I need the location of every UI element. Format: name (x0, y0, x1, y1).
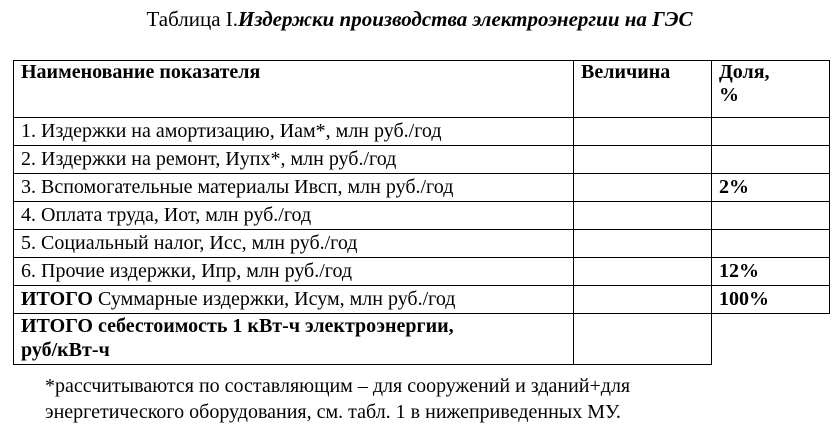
sum-row-value (574, 286, 712, 314)
cost-table (13, 60, 830, 365)
total-cost-value (574, 314, 712, 365)
total-cost-label (14, 314, 574, 365)
row-value (574, 202, 712, 230)
row-name: 5. Социальный налог, Исс, млн руб./год (14, 230, 574, 258)
table-header-row (14, 61, 830, 118)
row-value (574, 258, 712, 286)
table-row (14, 118, 830, 146)
row-name: 1. Издержки на амортизацию, Иам*, млн руб./год (14, 118, 574, 146)
row-name: 4. Оплата труда, Иот, млн руб./год (14, 202, 574, 230)
total-cost-row (14, 314, 830, 365)
row-share (712, 118, 830, 146)
sum-row-text: Суммарные издержки, Исум, млн руб./год (92, 288, 456, 310)
row-name: 2. Издержки на ремонт, Иупх*, млн руб./год (14, 146, 574, 174)
row-share: 12% (712, 258, 830, 286)
sum-row-label: ИТОГО (21, 288, 93, 310)
total-cost-line2: руб/кВт-ч (21, 339, 110, 361)
header-value: Величина (574, 61, 712, 118)
header-share-line1: Доля, (719, 61, 770, 83)
header-share-line2: % (719, 84, 739, 106)
table-row (14, 174, 830, 202)
caption-prefix: Таблица I. (146, 7, 239, 31)
header-name: Наименование показателя (14, 61, 574, 118)
table-caption (0, 6, 839, 32)
total-cost-line1: ИТОГО себестоимость 1 кВт-ч электроэнергии, (21, 315, 454, 337)
row-value (574, 230, 712, 258)
row-share: 2% (712, 174, 830, 202)
row-name: 3. Вспомогательные материалы Ивсп, млн руб./год (14, 174, 574, 202)
caption-title: Издержки производства электроэнергии на ГЭС (238, 7, 693, 31)
footnote-line2: энергетического оборудования, см. табл. 1 в нижеприведенных МУ. (45, 401, 621, 423)
table-row (14, 202, 830, 230)
sum-row (14, 286, 830, 314)
header-share (712, 61, 830, 118)
row-value (574, 174, 712, 202)
row-share (712, 202, 830, 230)
sum-row-name (14, 286, 574, 314)
row-name: 6. Прочие издержки, Ипр, млн руб./год (14, 258, 574, 286)
table-row (14, 258, 830, 286)
row-share (712, 230, 830, 258)
footnote (45, 373, 825, 425)
row-share (712, 146, 830, 174)
row-value (574, 118, 712, 146)
row-value (574, 146, 712, 174)
footnote-line1: *рассчитываются по составляющим – для сооружений и зданий+для (45, 375, 631, 397)
table-row (14, 230, 830, 258)
table-row (14, 146, 830, 174)
sum-row-share: 100% (712, 286, 830, 314)
